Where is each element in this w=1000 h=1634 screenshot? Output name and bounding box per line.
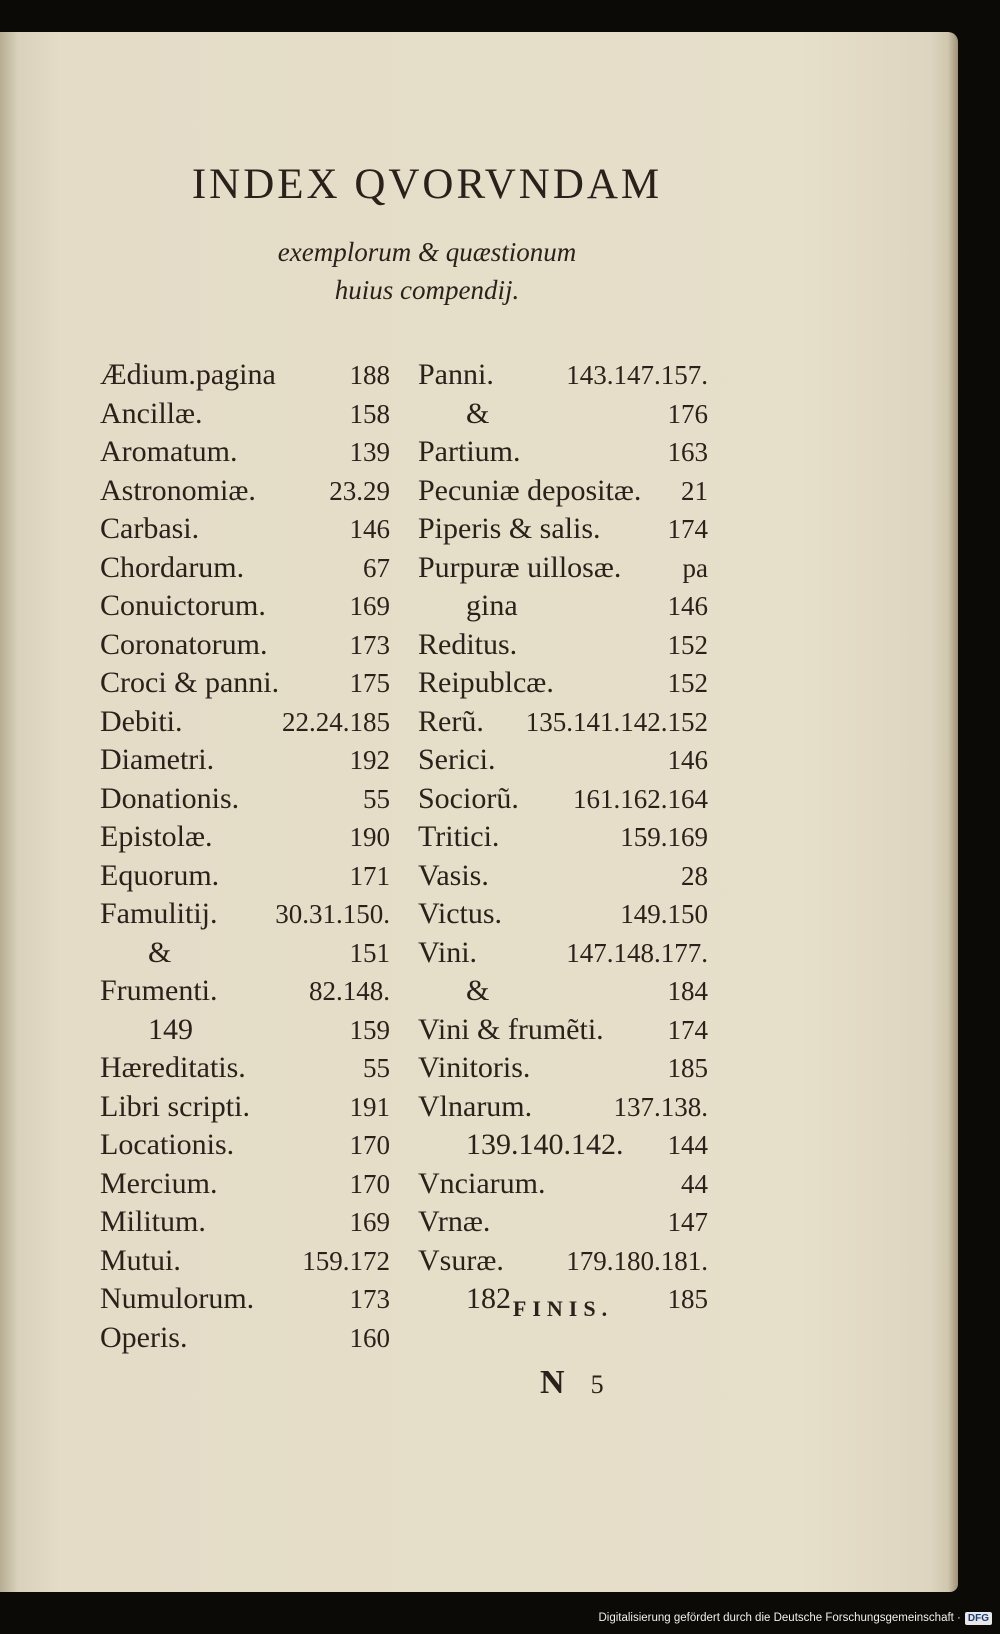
index-term: gina <box>466 589 518 622</box>
index-entry <box>418 512 708 551</box>
index-term: 139.140.142. <box>466 1128 624 1161</box>
index-term: Mutui. <box>100 1243 181 1277</box>
index-term: Reditus. <box>418 627 518 661</box>
index-entry <box>100 782 390 821</box>
index-term: Diametri. <box>100 743 215 776</box>
index-entry <box>418 974 708 1013</box>
index-term: Vrnæ. <box>418 1205 491 1238</box>
index-term: Locationis. <box>100 1128 235 1161</box>
index-page-number: 135.141.142.152 <box>525 706 708 737</box>
index-page-number: 173 <box>349 1284 390 1314</box>
index-page-number: 170 <box>349 1168 390 1199</box>
index-column-right <box>418 358 708 1321</box>
signature-number: 5 <box>590 1370 604 1399</box>
index-term: Tritici. <box>418 820 500 853</box>
index-term: Sociorũ. <box>418 781 519 815</box>
index-term: Operis. <box>100 1320 188 1354</box>
index-page-number: 152 <box>667 668 708 698</box>
index-page-number: 169 <box>349 591 390 621</box>
index-entry <box>100 589 390 628</box>
index-term: Croci & panni. <box>100 666 280 699</box>
index-entry <box>418 936 708 975</box>
index-page-number: 23.29 <box>329 475 390 506</box>
index-entry <box>100 859 390 898</box>
index-page-number: 169 <box>349 1207 390 1237</box>
index-page-number: 67 <box>363 552 390 583</box>
index-term: Mercium. <box>100 1166 218 1200</box>
index-entry <box>100 1282 390 1321</box>
index-term: Vinitoris. <box>418 1051 531 1084</box>
index-page-number: 152 <box>667 629 708 660</box>
index-entry <box>100 743 390 782</box>
index-page-number: 55 <box>363 783 390 814</box>
index-entry <box>418 1167 708 1206</box>
index-page-number: 158 <box>349 398 390 429</box>
index-page-number: 151 <box>349 937 390 968</box>
index-entry <box>100 936 390 975</box>
index-page-number: 143.147.157. <box>566 360 708 390</box>
index-page-number: 185 <box>667 1284 708 1314</box>
index-page-number: 137.138. <box>613 1091 708 1122</box>
index-entry <box>418 666 708 705</box>
page-subtitle-line2: huius compendij. <box>334 275 520 305</box>
page-subtitle-line1: exemplorum & quæstionum <box>277 237 577 267</box>
index-entry <box>100 705 390 744</box>
index-page-number: 22.24.185 <box>282 706 390 737</box>
index-term: 149 <box>148 1012 193 1046</box>
footer-text: Digitalisierung gefördert durch die Deutsche Forschungsgemeinschaft · <box>598 1612 961 1624</box>
index-entry <box>418 859 708 898</box>
index-page-number: 160 <box>349 1322 390 1353</box>
index-page-number: 179.180.181. <box>566 1245 708 1276</box>
index-term: Partium. <box>418 435 521 468</box>
index-page-number: 159 <box>349 1014 390 1045</box>
index-term: Libri scripti. <box>100 1089 250 1123</box>
index-entry <box>100 820 390 859</box>
index-page-number: 173 <box>349 629 390 660</box>
index-entry <box>418 820 708 859</box>
index-page-number: 190 <box>349 822 390 852</box>
index-page-number: 175 <box>349 668 390 698</box>
index-entry <box>100 1013 390 1052</box>
index-page-number: 146 <box>349 514 390 544</box>
index-page-number: 159.169 <box>620 822 708 852</box>
index-term: Vsuræ. <box>418 1243 504 1277</box>
index-entry <box>418 589 708 628</box>
index-page-number: 147 <box>667 1207 708 1237</box>
index-term: Purpuræ uillosæ. <box>418 550 622 584</box>
index-entry <box>100 1167 390 1206</box>
index-entry <box>418 1090 708 1129</box>
index-term: Epistolæ. <box>100 820 213 853</box>
index-term: Vnciarum. <box>418 1166 546 1200</box>
index-term: Piperis & salis. <box>418 512 601 545</box>
index-entry <box>100 897 390 936</box>
index-page-number: 144 <box>667 1130 708 1160</box>
index-entry <box>418 1013 708 1052</box>
index-entry <box>418 1244 708 1283</box>
index-entry <box>418 435 708 474</box>
index-term: Pecuniæ depositæ. <box>418 473 642 507</box>
index-term: & <box>466 396 490 430</box>
index-page-number: 147.148.177. <box>566 937 708 968</box>
index-term: Ædium.pagina <box>100 358 276 391</box>
index-term: Equorum. <box>100 858 220 892</box>
index-term: Panni. <box>418 358 494 391</box>
index-term: Famulitij. <box>100 897 218 930</box>
index-column-left <box>100 358 390 1359</box>
index-entry <box>418 628 708 667</box>
index-entry <box>418 1051 708 1090</box>
index-page-number: 170 <box>349 1130 390 1160</box>
index-term: Ancillæ. <box>100 396 203 430</box>
index-entry <box>100 474 390 513</box>
index-page-number: pa <box>682 552 708 583</box>
index-entry <box>100 1090 390 1129</box>
index-page-number: 82.148. <box>309 976 390 1006</box>
index-entry <box>100 397 390 436</box>
signature-mark <box>540 1364 604 1402</box>
index-page-number: 171 <box>349 860 390 891</box>
index-page-number: 185 <box>667 1053 708 1083</box>
finis-text: FINIS. <box>512 1296 614 1321</box>
index-entry <box>418 782 708 821</box>
index-page-number: 146 <box>667 591 708 621</box>
index-entry <box>100 1128 390 1167</box>
index-entry <box>418 705 708 744</box>
index-page-number: 174 <box>667 514 708 544</box>
index-page-number: 139 <box>349 437 390 467</box>
index-term: & <box>148 935 172 969</box>
index-term: Vini. <box>418 935 478 969</box>
index-term: Serici. <box>418 743 496 776</box>
index-term: 182 <box>466 1282 511 1315</box>
index-page-number: 184 <box>667 976 708 1006</box>
index-page-number: 44 <box>681 1168 708 1199</box>
index-entry <box>418 551 708 590</box>
index-term: Vini & frumẽti. <box>418 1012 604 1046</box>
index-term: Conuictorum. <box>100 589 266 622</box>
index-page-number: 21 <box>681 475 708 506</box>
index-page-number: 174 <box>667 1014 708 1045</box>
index-entry <box>418 1205 708 1244</box>
index-entry <box>418 397 708 436</box>
index-page-number: 146 <box>667 745 708 775</box>
index-entry <box>100 435 390 474</box>
index-page-number: 163 <box>667 437 708 467</box>
index-page-number: 149.150 <box>620 899 708 929</box>
index-term: Carbasi. <box>100 512 200 545</box>
index-entry <box>100 1244 390 1283</box>
index-term: Aromatum. <box>100 435 238 468</box>
index-page-number: 30.31.150. <box>275 899 390 929</box>
index-page-number: 159.172 <box>302 1245 390 1276</box>
dfg-logo-icon: DFG <box>965 1612 992 1625</box>
index-term: Vlnarum. <box>418 1089 533 1123</box>
index-entry <box>100 666 390 705</box>
index-entry <box>100 1051 390 1090</box>
index-term: Donationis. <box>100 781 240 815</box>
index-page-number: 191 <box>349 1091 390 1122</box>
index-entry <box>418 474 708 513</box>
index-entry <box>418 897 708 936</box>
page-title: INDEX QVORVNDAM <box>191 161 663 208</box>
index-term: Reipublcæ. <box>418 666 554 699</box>
index-page-number: 192 <box>349 745 390 775</box>
index-term: & <box>466 974 490 1007</box>
index-page-number: 55 <box>363 1053 390 1083</box>
index-term: Debiti. <box>100 704 183 738</box>
index-page-number: 176 <box>667 398 708 429</box>
index-entry <box>418 1128 708 1167</box>
index-entry <box>100 358 390 397</box>
index-entry <box>100 512 390 551</box>
index-page-number: 161.162.164 <box>573 783 708 814</box>
book-page <box>0 32 958 1592</box>
index-term: Militum. <box>100 1205 206 1238</box>
index-entry <box>100 1205 390 1244</box>
index-term: Frumenti. <box>100 974 218 1007</box>
index-term: Astronomiæ. <box>100 473 256 507</box>
index-term: Numulorum. <box>100 1282 255 1315</box>
index-page-number: 28 <box>681 860 708 891</box>
index-term: Hæreditatis. <box>100 1051 246 1084</box>
index-entry <box>100 1321 390 1360</box>
index-entry <box>100 628 390 667</box>
index-entry <box>100 974 390 1013</box>
index-term: Vasis. <box>418 858 489 892</box>
index-term: Chordarum. <box>100 550 245 584</box>
index-entry <box>418 743 708 782</box>
digitization-footer <box>598 1608 992 1628</box>
index-entry <box>418 358 708 397</box>
signature-letter: N <box>540 1364 565 1401</box>
index-term: Rerũ. <box>418 704 484 738</box>
index-term: Victus. <box>418 897 503 930</box>
index-page-number: 188 <box>349 360 390 390</box>
index-term: Coronatorum. <box>100 627 268 661</box>
index-entry <box>100 551 390 590</box>
